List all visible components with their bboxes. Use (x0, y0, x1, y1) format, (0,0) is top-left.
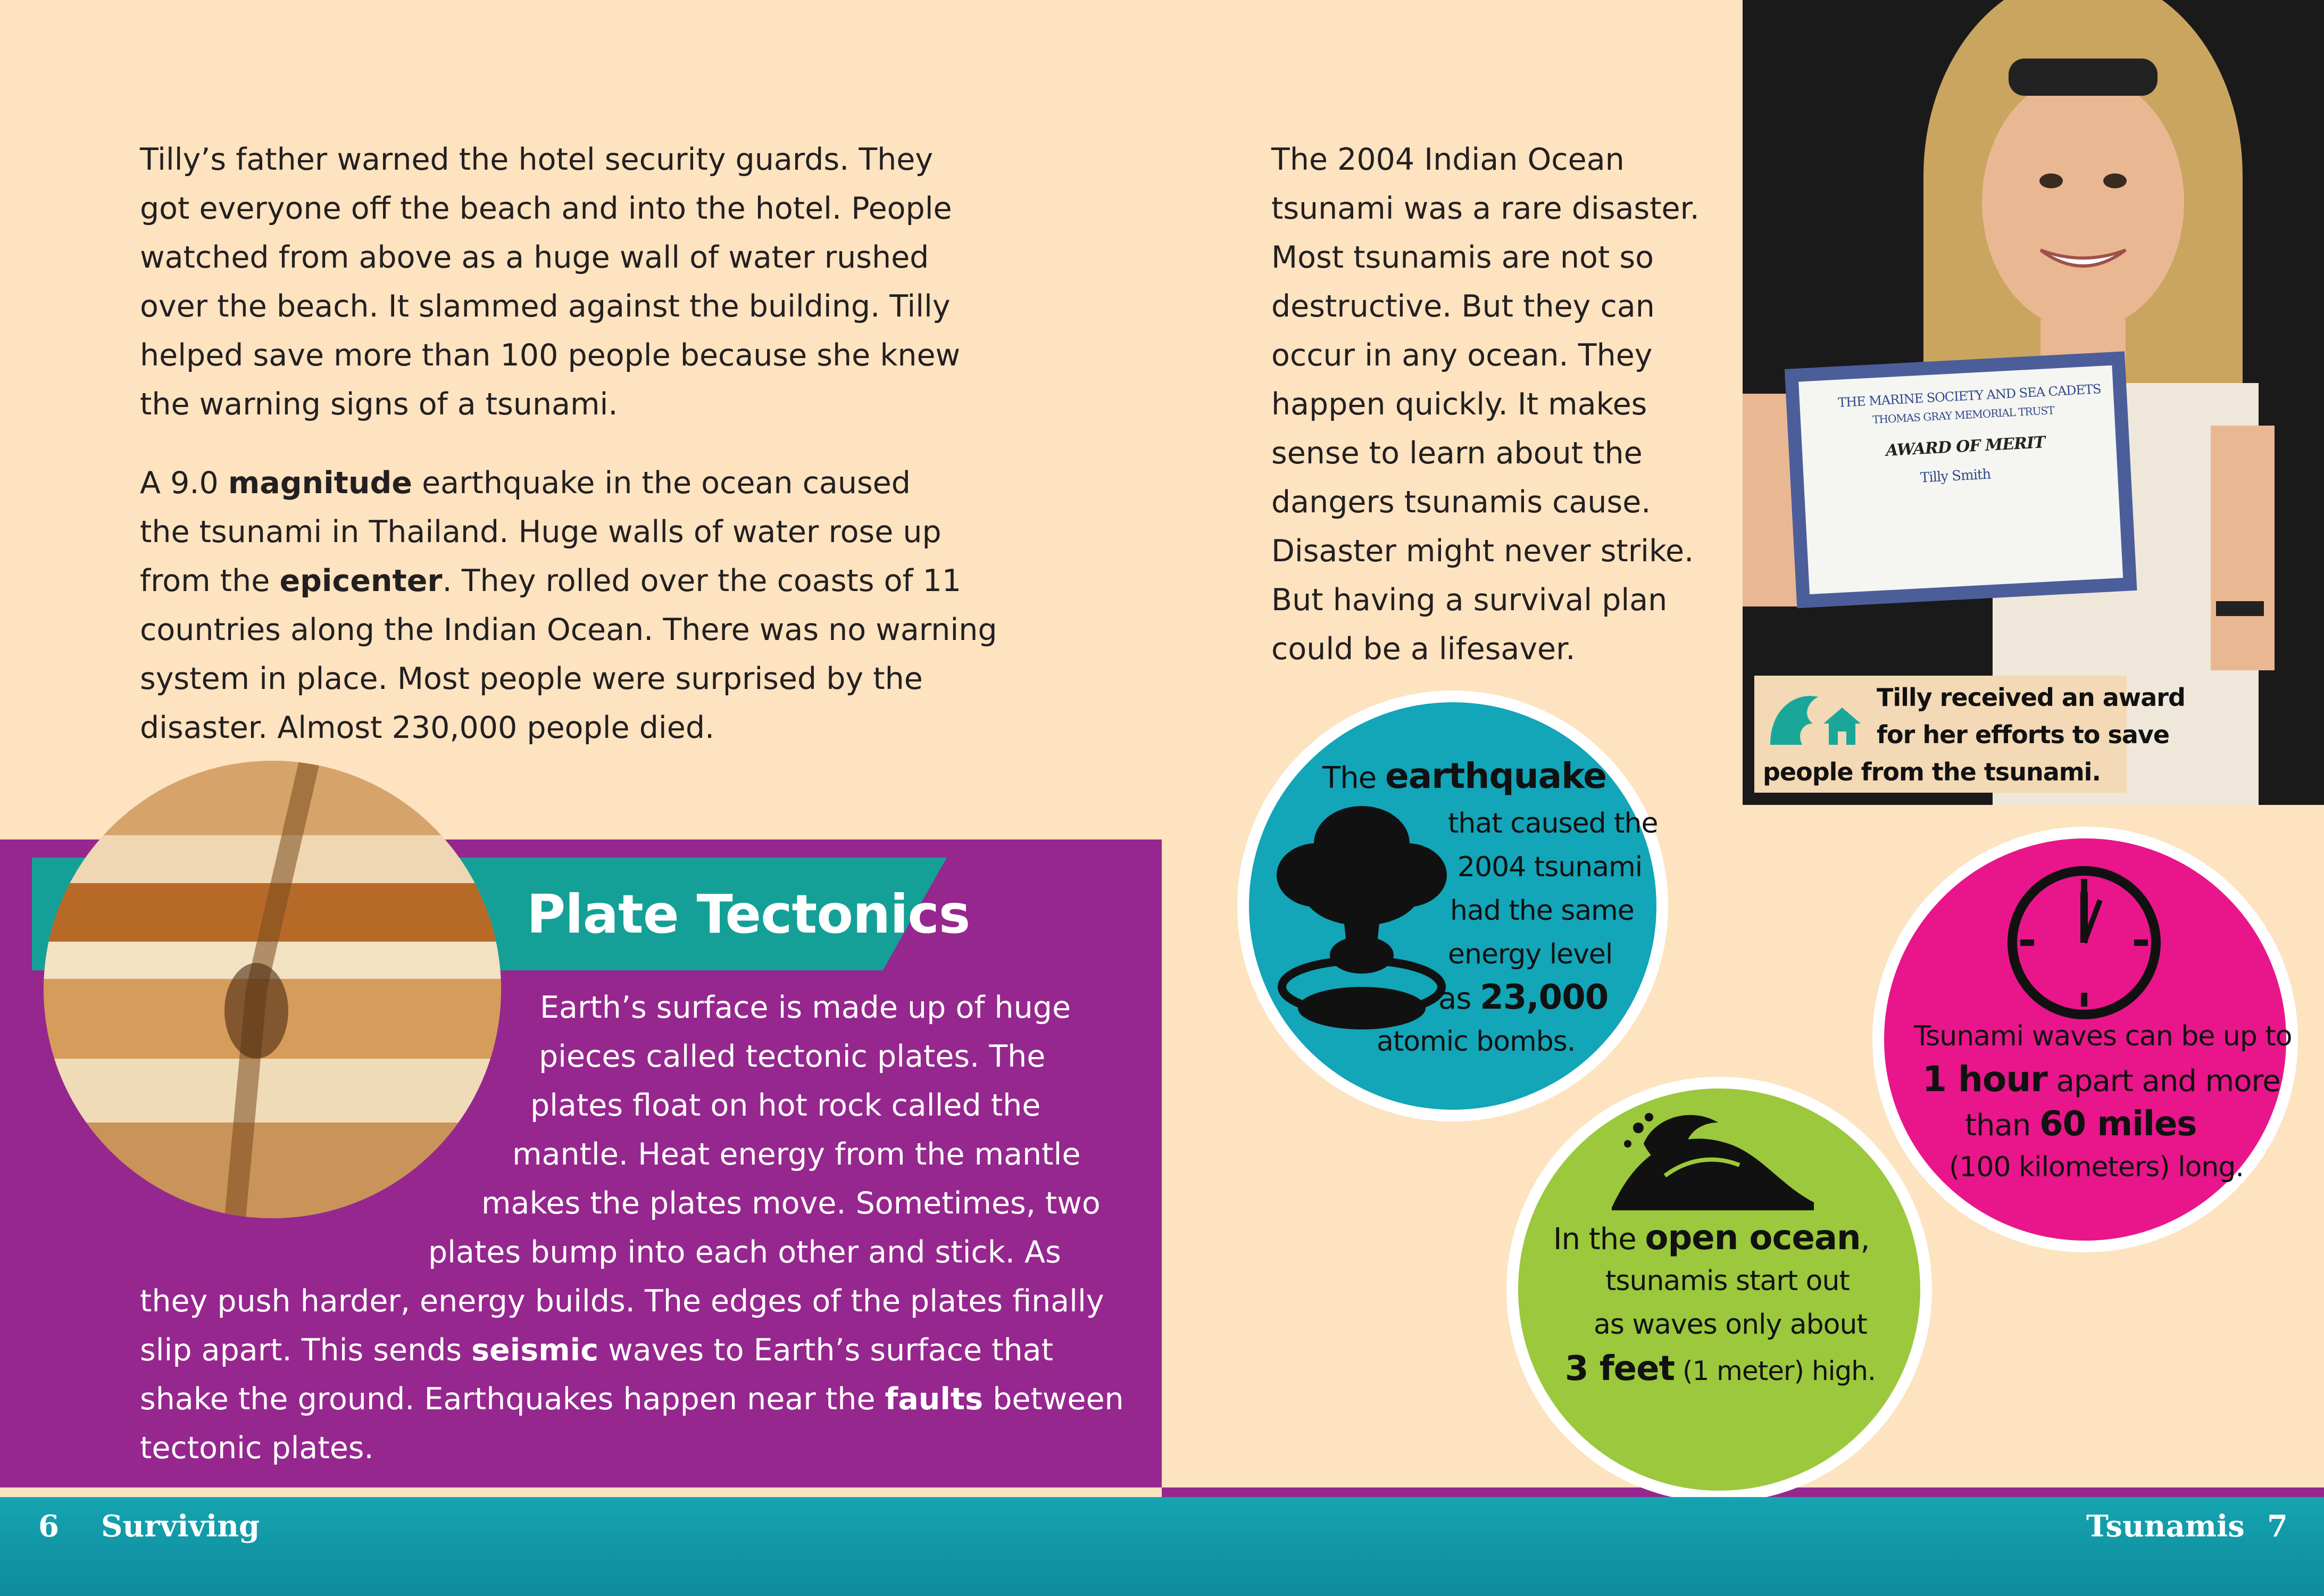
left-paragraph-2 (140, 459, 997, 752)
stat-3-feet: 3 feet (1565, 1349, 1675, 1389)
text-run: than (1965, 1108, 2040, 1143)
earthquake-line: had the same (1450, 895, 1634, 927)
certificate-name: Tilly Smith (1920, 466, 1991, 486)
right-line: destructive. But they can (1271, 289, 1655, 324)
text-run: apart and more (2047, 1064, 2280, 1099)
caption-line: people from the tsunami. (1763, 758, 2101, 786)
text-run: In the (1553, 1222, 1645, 1257)
right-line: occur in any ocean. They (1271, 338, 1653, 373)
sidebar-line: plates bump into each other and stick. As (428, 1235, 1061, 1270)
ocean-line: tsunamis start out (1605, 1265, 1850, 1297)
para2-line: the tsunami in Thailand. Huge walls of water rose up (140, 514, 942, 550)
text-run: between (983, 1382, 1124, 1417)
text-run: A 9.0 (140, 466, 228, 501)
waves-line-2 (1922, 1059, 2280, 1100)
waves-line-3 (1965, 1104, 2196, 1144)
para2-line (140, 459, 997, 508)
wave-icon (1606, 1096, 1819, 1218)
sidebar-line: Earth’s surface is made up of huge (540, 990, 1071, 1025)
para2-line: system in place. Most people were surprised by the (140, 661, 923, 696)
para1-line: the warning signs of a tsunami. (140, 387, 618, 422)
text-run: from the (140, 563, 280, 598)
sidebar-line: plates float on hot rock called the (530, 1088, 1041, 1123)
sidebar-line: tectonic plates. (140, 1431, 374, 1466)
left-page-number: 6 (38, 1509, 59, 1544)
para2-line (140, 556, 997, 605)
sidebar-title: Plate Tectonics (527, 883, 970, 945)
sidebar-line: pieces called tectonic plates. The (539, 1039, 1046, 1074)
sidebar-line: they push harder, energy builds. The edges of the plates finally (140, 1284, 1104, 1319)
right-line: But having a survival plan (1271, 583, 1668, 618)
glossary-term-faults: faults (885, 1382, 984, 1417)
sidebar-line: mantle. Heat energy from the mantle (512, 1137, 1081, 1172)
text-run: . They rolled over the coasts of 11 (442, 563, 962, 598)
sidebar-line (140, 1375, 1124, 1424)
right-line: dangers tsunamis cause. (1271, 485, 1651, 520)
right-section-title: Tsunamis (2086, 1509, 2245, 1544)
text-run: shake the ground. Earthquakes happen near the (140, 1382, 885, 1417)
waves-line-end: (100 kilometers) long. (1949, 1151, 2244, 1183)
certificate-org: THE MARINE SOCIETY AND SEA CADETS (1837, 381, 2102, 410)
right-page-number: 7 (2267, 1509, 2288, 1544)
earthquake-line: 2004 tsunami (1457, 851, 1643, 883)
rock-fault-photo (44, 761, 501, 1218)
ocean-line: as waves only about (1594, 1309, 1867, 1341)
para2-line: disaster. Almost 230,000 people died. (140, 710, 715, 745)
keyword-earthquake: earthquake (1385, 755, 1606, 796)
right-line: tsunami was a rare disaster. (1271, 191, 1700, 226)
caption-line: for her efforts to save (1877, 720, 2170, 749)
certificate-trust: THOMAS GRAY MEMORIAL TRUST (1872, 404, 2055, 426)
glossary-term-magnitude: magnitude (228, 466, 412, 501)
right-line: Disaster might never strike. (1271, 534, 1694, 569)
earthquake-line: that caused the (1448, 808, 1658, 839)
right-line: sense to learn about the (1271, 436, 1643, 471)
caption-line: Tilly received an award (1877, 683, 2185, 712)
sidebar-line (140, 1326, 1053, 1375)
right-paragraph (1271, 135, 1700, 674)
text-run: , (1860, 1222, 1870, 1257)
text-run: (1 meter) high. (1675, 1356, 1876, 1386)
right-line: happen quickly. It makes (1271, 387, 1647, 422)
para2-line: countries along the Indian Ocean. There was no warning (140, 612, 997, 647)
para1-line: Tilly’s father warned the hotel security guards. They (140, 142, 934, 177)
ocean-line-1 (1553, 1218, 1869, 1258)
right-line: Most tsunamis are not so (1271, 240, 1654, 275)
earthquake-line: energy level (1448, 938, 1613, 970)
mushroom-cloud-icon (1274, 795, 1450, 1035)
para1-line: helped save more than 100 people because she knew (140, 338, 961, 373)
text-run: slip apart. This sends (140, 1333, 472, 1368)
earthquake-line-as (1438, 978, 1608, 1017)
right-line: could be a lifesaver. (1271, 631, 1576, 667)
keyword-open-ocean: open ocean (1645, 1218, 1861, 1258)
right-line: The 2004 Indian Ocean (1271, 142, 1625, 177)
earthquake-line-end: atomic bombs. (1377, 1026, 1576, 1058)
para1-line: over the beach. It slammed against the building. Tilly (140, 289, 951, 324)
waves-line-1: Tsunami waves can be up to (1914, 1020, 2292, 1052)
text-run: as (1438, 982, 1480, 1016)
text-run: waves to Earth’s surface that (598, 1333, 1053, 1368)
clock-icon (2004, 863, 2164, 1023)
left-section-title: Surviving (101, 1509, 260, 1544)
page-footer (0, 1497, 2324, 1596)
stat-60-miles: 60 miles (2039, 1104, 2197, 1144)
earthquake-line-1 (1322, 755, 1606, 796)
glossary-term-seismic: seismic (471, 1333, 598, 1368)
left-paragraph-1 (140, 135, 960, 429)
glossary-term-epicenter: epicenter (279, 563, 443, 598)
stat-1-hour: 1 hour (1922, 1059, 2047, 1100)
sidebar-line: makes the plates move. Sometimes, two (481, 1186, 1101, 1221)
certificate-award: AWARD OF MERIT (1885, 433, 2046, 460)
ocean-line-last (1565, 1349, 1876, 1389)
para1-line: watched from above as a huge wall of water rushed (140, 240, 929, 275)
stat-23000: 23,000 (1480, 978, 1609, 1017)
para1-line: got everyone off the beach and into the hotel. People (140, 191, 952, 226)
text-run: The (1322, 761, 1385, 795)
tsunami-house-icon (1765, 686, 1866, 750)
text-run: earthquake in the ocean caused (412, 466, 911, 501)
